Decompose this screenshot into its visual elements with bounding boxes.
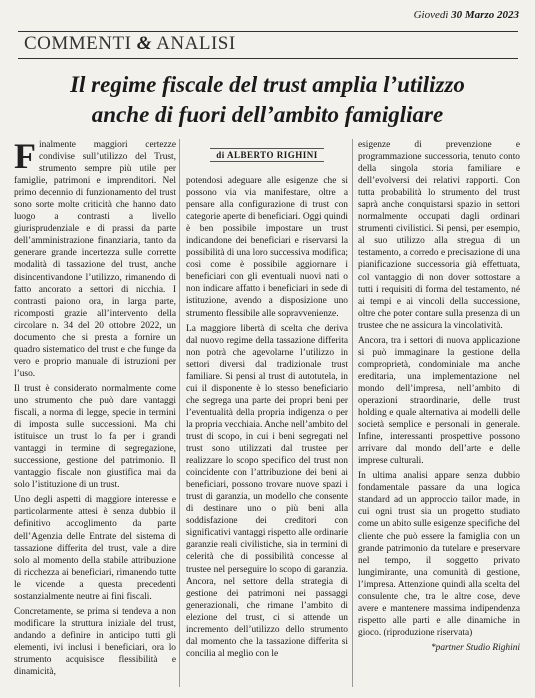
section-part1: COMMENTI [24,33,132,54]
byline [186,148,348,162]
paragraph: Finalmente maggiori certezze condivise sull’utilizzo del Trust, strumento sempre più utile per famiglie, patrimoni e imprenditori. Nel primo decennio di funzionamento del trust sono sorte molte criticità che hanno dato luogo a contrasti a livello giurisprudenziale e di prassi da parte dell’amministrazione finanziaria, tanto da generare grande incertezza sulle corrette modalità di tassazione del trust, anche disincentivandone l’utilizzo, rimanendo di fatto ancorato a settori di nicchia. I contrasti paiono ora, in larga parte, ricomposti grazie all’intervento della circolare n. 34 del 20 ottobre 2022, un documento che si presta a fornire un quadro sistematico del trust e che funge da vero e proprio manuale di istruzioni per l’uso. [14,139,176,379]
paragraph: In ultima analisi appare senza dubbio fondamentale passare da una logica standard ad un approccio tailor made, in cui ogni trust sia un progetto studiato come un abito sulle esigenze specifiche del cliente che può essere la famiglia con un grande patrimonio da tutelare e preservare nel tempo, il soggetto privato lungimirante, una comunità di gestione, l’impresa. Attenzione quindi alla scelta del consulente che, tra le altre cose, deve avere e mantenere massima indipendenza rispetto alle parti e alle dinamiche in gioco. (riproduzione riservata) [358,471,520,638]
headline-line-1: Il regime fiscale del trust amplia l’utilizzo [70,72,465,97]
dateline [414,9,519,21]
drop-cap: F [14,139,36,176]
author-name: di ALBERTO RIGHINI [210,148,324,162]
paragraph: La maggiore libertà di scelta che deriva dal nuovo regime della tassazione differita non potrà che agevolarne l’utilizzo in settori diversi dal tradizionale trust familiare. Si pensi al trust di autotutela, in cui il disponente è lo stesso beneficiario che segrega una parte dei propri beni per l’eventualità della propria indigenza o per la propria vecchiaia. Anche nell’ambito del trust di scopo, in cui i beni segregati nel trust sono utilizzati dal trustee per realizzare lo scopo specifico del trust non coincidente con l’attribuzione dei beni ai beneficiari, possono trovare nuove spazi i trust di garanzia, un modello che consente di destinare uno o più beni alla soddisfazione dei creditori con significativi vantaggi rispetto alle ordinarie garanzie reali civilistiche, sia in termini di celerità che di possibilità concesse al trustee nel perseguire lo scopo di garanzia. Ancora, nel settore della strategia di gestione dei patrimoni nei passaggi generazionali, che rimane l’ambito di elezione del trust, ci si attende un incremento dell’utilizzo dello strumento dal momento che la tassazione differita si concilia al meglio con le [186,323,348,659]
section-amp: & [136,33,152,54]
section-header [18,31,518,59]
article-column-1 [14,139,176,687]
paragraph: Uno degli aspetti di maggiore interesse e particolarmente attesi è senza dubbio il definitivo accoglimento da parte dell’Agenzia delle Entrate del sistema di tassazione differita del trust, vale a dire solo al momento della stabile attribuzione di ricchezza ai beneficiari, rimanendo tutte le vicende a questa precedenti sostanzialmente neutre ai fini fiscali. [14,495,176,602]
column-divider [179,139,180,687]
section-part2: ANALISI [156,33,236,54]
article-headline [10,70,525,130]
paragraph: potendosi adeguare alle esigenze che si possono via via manifestare, oltre a pensare alla configurazione di trust con categorie aperte di beneficiari. Oggi quindi è ben possibile impostare un trust indicandone dei beneficiari e riservarsi la possibilità di una loro successiva modifica; così come è possibile aggiornare i beneficiari con gli eventuali nuovi nati o non indicare affatto i beneficiari in sede di istituzione, avendo a disposizione uno strumento flessibile alle sopravvenienze. [186,176,348,319]
paragraph: Il trust è considerato normalmente come uno strumento che può dare vantaggi fiscali, a norma di legge, specie in termini di imposta sulle successioni. Ma chi istituisce un trust lo fa per i grandi vantaggi in termine di segregazione, successione, gestione del patrimonio. Il vantaggio fiscale non giustifica mai da solo l’istituzione di un trust. [14,383,176,491]
paragraph: Ancora, tra i settori di nuova applicazione si può immaginare la gestione della comproprietà, condominiale ma anche ereditaria, una implementazione nel mondo dell’impresa, nell’ambito di operazioni straordinarie, delle trust holding e quale alternativa ai modelli delle società semplice e personali in generale. Infine, interessanti prospettive possono arrivare dal mondo dell’arte e delle imprese culturali. [358,335,520,467]
column-divider [352,139,353,687]
author-signature: *partner Studio Righini [430,642,520,653]
dateline-date: 30 Marzo 2023 [451,9,519,21]
section-label [24,33,236,55]
dateline-day: Giovedì [413,9,449,21]
article-column-2 [186,175,348,687]
headline-line-2: anche di fuori dell’ambito famigliare [91,102,444,127]
paragraph: esigenze di prevenzione e programmazione successoria, tenuto conto della singola storia familiare e dell’evolversi dei relativi rapporti. Con tutta probabilità lo strumento del trust saprà anche conquistarsi spazio in settori normalmente occupati dagli ordinari strumenti civilistici. Si pensi, per esempio, al suo utilizzo alla stregua di un testamento, a corredo e precisazione di una pianificazione successoria già effettuata, col vantaggio di non dover sottostare a tutti i requisiti di forma del testamento, né ai tempi e ai vincoli della successione, oltre che poter contare sulla presenza di un trustee che ne assicura la vincolatività. [358,140,520,331]
paragraph: Concretamente, se prima si tendeva a non modificare la struttura iniziale del trust, andando a definire in anticipo tutti gli elementi, ivi inclusi i beneficiari, ora lo strumento acquisisce flessibilità e dinamicità, [14,606,176,678]
article-column-3 [358,139,520,687]
